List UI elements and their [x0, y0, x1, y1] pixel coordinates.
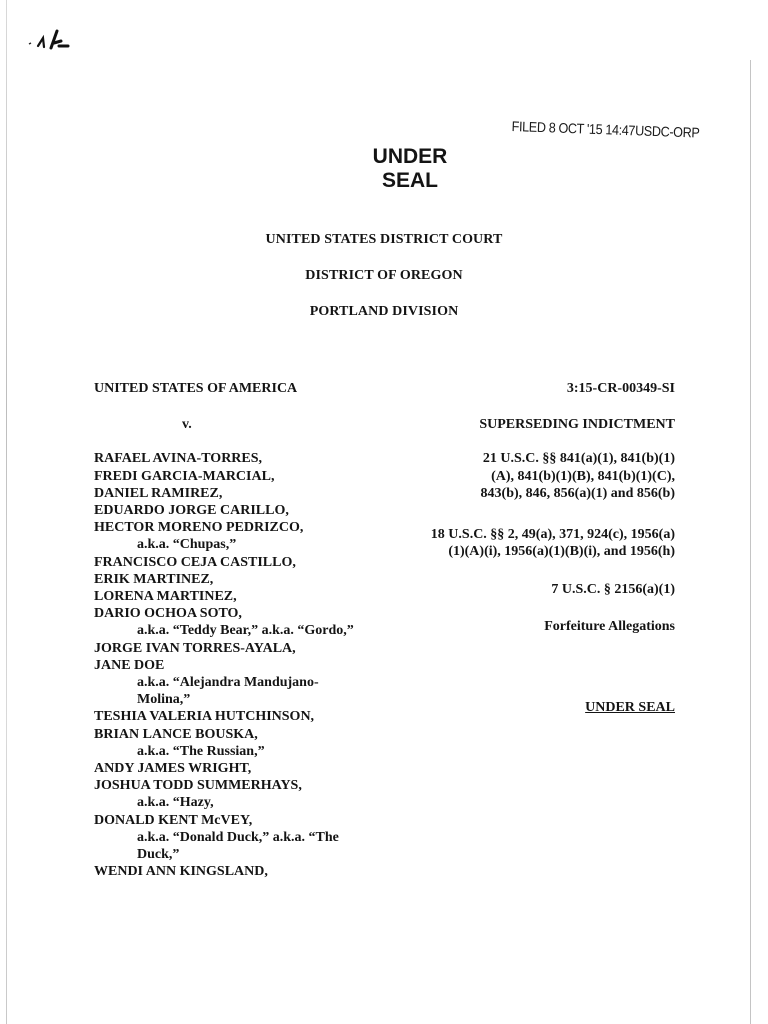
case-number: 3:15-CR-00349-SI	[566, 381, 675, 396]
defendant-name: HECTOR MORENO PEDRIZCO,	[94, 520, 304, 536]
defendant-alias: a.k.a. “Hazy,	[137, 795, 214, 811]
defendant-name: JORGE IVAN TORRES-AYALA,	[94, 640, 296, 656]
plaintiff: UNITED STATES OF AMERICA	[94, 381, 298, 396]
defendant-name: JOSHUA TODD SUMMERHAYS,	[94, 778, 302, 794]
document-title: SUPERSEDING INDICTMENT	[479, 417, 675, 433]
defendant-name: RAFAEL AVINA-TORRES,	[94, 451, 263, 467]
under-seal-line: SEAL	[381, 169, 438, 192]
defendant-name: DARIO OCHOA SOTO,	[94, 606, 242, 622]
defendant-name: BRIAN LANCE BOUSKA,	[94, 726, 258, 742]
charge-18-usc: 18 U.S.C. §§ 2, 49(a), 371, 924(c), 1956(a)(1)(A)(i), 1956(a)(1)(B)(i), and 1956(h)	[430, 527, 675, 560]
forfeiture-allegations: Forfeiture Allegations	[544, 618, 675, 634]
handwritten-mark	[26, 26, 76, 56]
defendant-name: DONALD KENT McVEY,	[94, 812, 253, 828]
charge-21-usc: 21 U.S.C. §§ 841(a)(1), 841(b)(1)(A), 841(b)(1)(B), 841(b)(1)(C), 843(b), 846, 856(a)(1) and 856(b)	[480, 451, 675, 501]
defendant-name: ERIK MARTINEZ,	[94, 571, 214, 587]
filed-stamp: FILED 8 OCT '15 14:47USDC-ORP	[511, 118, 700, 141]
defendant-alias: a.k.a. “Alejandra Mandujano-Molina,”	[137, 675, 319, 708]
defendant-alias: a.k.a. “Chupas,”	[137, 537, 237, 553]
defendant-name: ANDY JAMES WRIGHT,	[94, 761, 252, 777]
defendant-alias: a.k.a. “The Russian,”	[137, 743, 265, 759]
charge-7-usc: 7 U.S.C. § 2156(a)(1)	[551, 582, 675, 598]
defendant-name: DANIEL RAMIREZ,	[94, 485, 223, 501]
defendant-alias: a.k.a. “Donald Duck,” a.k.a. “The Duck,”	[137, 829, 339, 863]
defendant-name: JANE DOE	[94, 657, 165, 673]
caption-parties	[94, 380, 434, 880]
defendant-name: FREDI GARCIA-MARCIAL,	[94, 468, 275, 484]
under-seal-line: UNDER	[372, 145, 448, 168]
court-district: DISTRICT OF OREGON	[305, 268, 463, 283]
defendant-name: TESHIA VALERIA HUTCHINSON,	[94, 709, 315, 725]
defendant-name: EDUARDO JORGE CARILLO,	[94, 503, 289, 519]
caption-charges	[420, 380, 675, 716]
under-seal-heading	[300, 145, 520, 193]
versus: v.	[182, 417, 192, 433]
page-edge	[750, 60, 751, 1024]
page-edge	[6, 0, 7, 1024]
court-name: UNITED STATES DISTRICT COURT	[265, 232, 503, 247]
under-seal-note: UNDER SEAL	[585, 699, 675, 715]
defendant-name: FRANCISCO CEJA CASTILLO,	[94, 554, 296, 570]
defendant-name: LORENA MARTINEZ,	[94, 589, 237, 605]
defendant-list	[94, 450, 434, 880]
defendant-alias: a.k.a. “Teddy Bear,” a.k.a. “Gordo,”	[137, 623, 354, 639]
defendant-name: WENDI ANN KINGSLAND,	[94, 864, 268, 880]
court-division: PORTLAND DIVISION	[309, 304, 459, 319]
